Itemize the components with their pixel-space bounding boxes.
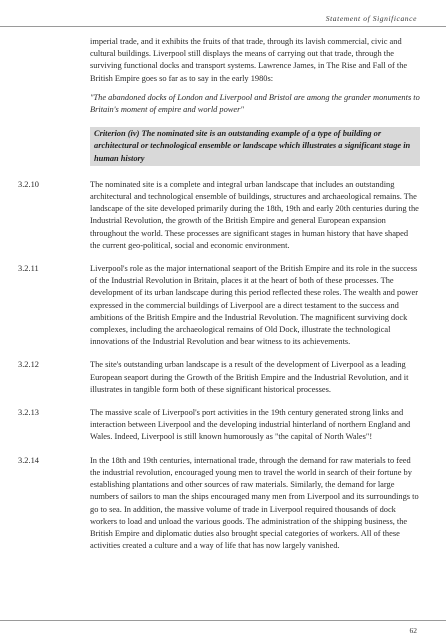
section-3-2-14 [18,455,420,553]
section-number: 3.2.10 [18,179,39,189]
section-text: The site's outstanding urban landscape is a result of the development of Liverpool as a leading European seaport during the Growth of the British Empire and the Industrial Revolution, and it illustrates in tangible form both of these significant historical processes. [90,360,409,394]
section-text: The nominated site is a complete and integral urban landscape that includes an outstanding architectural and technological ensemble of buildings, structures and archaeological remains. The landscape of the site developed primarily during the 18th, 19th and early 20th centuries during the Industrial Revolution, the growth of the British Empire and general European expansion throughout the world. These processes are significant stages in human history that have shaped the current geo-political, social and economic environment. [90,179,419,250]
intro-block [90,36,420,166]
section-number: 3.2.14 [18,455,39,465]
block-quote: "The abandoned docks of London and Liverpool and Bristol are among the grander monuments to Britain's moment of empire and world power" [90,92,420,115]
section-text: In the 18th and 19th centuries, international trade, through the demand for raw materials to feed the industrial revolution, encouraged young men to travel the world in search of their fortune by establishing plantations and other sources of raw materials. Similarly, the demand for large numbers of sailors to man the ships encouraged many men from Liverpool and its surroundings to go to sea. In addition, the massive volume of trade in Liverpool required thousands of dock workers to load and unload the various goods. The administration of the shipping business, the British Empire and diplomatic duties also brought special categories of workers. All of these activities created a culture and a way of life that has now largely vanished. [90,455,419,551]
section-number: 3.2.11 [18,264,39,274]
section-3-2-13 [18,407,420,444]
page-number: 62 [409,626,417,635]
section-number: 3.2.12 [18,360,39,370]
intro-paragraph: imperial trade, and it exhibits the fruits of that trade, through its lavish commercial, civic and cultural buildings. Liverpool still displays the means of carrying out that trade, through the surviving functional docks and transport systems. Lawrence James, in The Rise and Fall of the British Empire goes so far as to say in the early 1980s: [90,37,408,83]
section-text: Liverpool's role as the major international seaport of the British Empire and its role in the success of the Industrial Revolution in Britain, places it at the heart of both of these processes. The development of its urban landscape during this period reflected these roles. The wealth and power expressed in the commercial buildings of Liverpool are a direct testament to the success and ambitions of the British Empire and the Industrial Revolution. The magnificent surviving dock complexes, including the archaeological remains of Old Dock, illustrate the technological innovations of the Industrial Revolution and bear witness to its achievements. [90,264,418,347]
criterion-heading: Criterion (iv) The nominated site is an outstanding example of a type of building or architectural or technological ensemble or landscape which illustrates a significant stage in human history [90,127,420,166]
section-text: The massive scale of Liverpool's port activities in the 19th century generated strong links and interaction between Liverpool and the developing industrial hinterland of northern England and Wales. Indeed, Liverpool is still known humorously as "the capital of North Wales"! [90,408,411,442]
section-3-2-12 [18,359,420,396]
header-rule [0,26,446,27]
footer-rule [0,620,446,621]
running-head: Statement of Significance [325,14,417,23]
section-number: 3.2.13 [18,408,39,418]
page-content [18,36,420,563]
section-3-2-11 [18,263,420,348]
section-3-2-10 [18,179,420,252]
